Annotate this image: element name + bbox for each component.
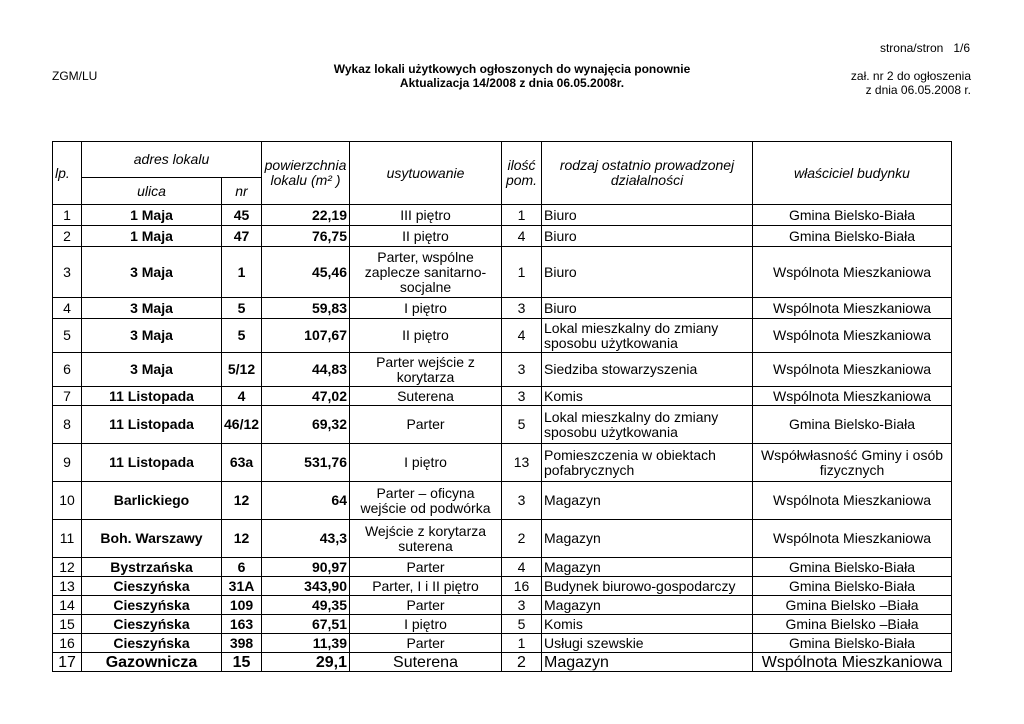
cell-street: Cieszyńska bbox=[82, 577, 222, 596]
header-rooms: ilość pom. bbox=[502, 142, 542, 205]
cell-area: 107,67 bbox=[262, 319, 350, 353]
cell-owner: Wspólnota Mieszkaniowa bbox=[753, 653, 952, 672]
table-row bbox=[53, 482, 952, 520]
header-area: powierzchnia lokalu (m² ) bbox=[262, 142, 350, 205]
cell-activity: Usługi szewskie bbox=[542, 634, 753, 653]
cell-lp: 13 bbox=[53, 577, 82, 596]
cell-owner: Wspólnota Mieszkaniowa bbox=[753, 319, 952, 353]
cell-location: Parter wejście z korytarza bbox=[350, 353, 502, 387]
cell-owner: Gmina Bielsko –Biała bbox=[753, 596, 952, 615]
cell-activity: Lokal mieszkalny do zmiany sposobu użytkowania bbox=[542, 406, 753, 444]
cell-number: 46/12 bbox=[222, 406, 262, 444]
table-row bbox=[53, 444, 952, 482]
cell-owner: Gmina Bielsko-Biała bbox=[753, 558, 952, 577]
table-row bbox=[53, 205, 952, 226]
cell-number: 6 bbox=[222, 558, 262, 577]
cell-location: I piętro bbox=[350, 615, 502, 634]
header-activity: rodzaj ostatnio prowadzonej działalności bbox=[542, 142, 753, 205]
table-row bbox=[53, 634, 952, 653]
table-row bbox=[53, 226, 952, 247]
cell-area: 47,02 bbox=[262, 387, 350, 406]
cell-location: III piętro bbox=[350, 205, 502, 226]
cell-number: 5/12 bbox=[222, 353, 262, 387]
header-owner: właściciel budynku bbox=[753, 142, 952, 205]
page-number: strona/stron 1/6 bbox=[879, 41, 970, 55]
cell-street: Boh. Warszawy bbox=[82, 520, 222, 558]
cell-street: Bystrzańska bbox=[82, 558, 222, 577]
cell-rooms: 3 bbox=[502, 482, 542, 520]
attachment-line-1: zał. nr 2 do ogłoszenia bbox=[850, 69, 971, 83]
cell-activity: Magazyn bbox=[542, 520, 753, 558]
cell-street: 3 Maja bbox=[82, 319, 222, 353]
cell-number: 47 bbox=[222, 226, 262, 247]
cell-street: Cieszyńska bbox=[82, 596, 222, 615]
cell-lp: 16 bbox=[53, 634, 82, 653]
cell-activity: Biuro bbox=[542, 205, 753, 226]
cell-rooms: 2 bbox=[502, 520, 542, 558]
header-street: ulica bbox=[82, 178, 222, 205]
cell-activity: Biuro bbox=[542, 298, 753, 319]
cell-area: 22,19 bbox=[262, 205, 350, 226]
cell-owner: Gmina Bielsko-Biała bbox=[753, 205, 952, 226]
table-row bbox=[53, 353, 952, 387]
table-row bbox=[53, 247, 952, 298]
cell-street: 3 Maja bbox=[82, 298, 222, 319]
cell-rooms: 16 bbox=[502, 577, 542, 596]
cell-street: Cieszyńska bbox=[82, 615, 222, 634]
cell-street: Gazownicza bbox=[82, 653, 222, 672]
cell-activity: Magazyn bbox=[542, 558, 753, 577]
cell-rooms: 1 bbox=[502, 205, 542, 226]
title-line-1: Wykaz lokali użytkowych ogłoszonych do wynajęcia ponownie bbox=[333, 62, 691, 76]
cell-rooms: 4 bbox=[502, 319, 542, 353]
cell-lp: 4 bbox=[53, 298, 82, 319]
cell-number: 5 bbox=[222, 319, 262, 353]
cell-number: 109 bbox=[222, 596, 262, 615]
header-number: nr bbox=[222, 178, 262, 205]
cell-location: Parter bbox=[350, 406, 502, 444]
cell-owner: Współwłasność Gminy i osób fizycznych bbox=[753, 444, 952, 482]
cell-street: 1 Maja bbox=[82, 205, 222, 226]
header-lp: lp. bbox=[53, 142, 82, 205]
cell-street: 3 Maja bbox=[82, 247, 222, 298]
cell-rooms: 13 bbox=[502, 444, 542, 482]
cell-owner: Wspólnota Mieszkaniowa bbox=[753, 520, 952, 558]
organization-code: ZGM/LU bbox=[52, 69, 98, 83]
cell-activity: Siedziba stowarzyszenia bbox=[542, 353, 753, 387]
cell-rooms: 5 bbox=[502, 406, 542, 444]
cell-area: 64 bbox=[262, 482, 350, 520]
cell-area: 90,97 bbox=[262, 558, 350, 577]
cell-lp: 8 bbox=[53, 406, 82, 444]
cell-owner: Gmina Bielsko-Biała bbox=[753, 634, 952, 653]
cell-location: Parter, wspólne zaplecze sanitarno-socjalne bbox=[350, 247, 502, 298]
cell-location: I piętro bbox=[350, 444, 502, 482]
table-row bbox=[53, 319, 952, 353]
title-line-2: Aktualizacja 14/2008 z dnia 06.05.2008r. bbox=[399, 76, 625, 90]
cell-area: 45,46 bbox=[262, 247, 350, 298]
table-row bbox=[53, 615, 952, 634]
cell-rooms: 1 bbox=[502, 634, 542, 653]
cell-lp: 5 bbox=[53, 319, 82, 353]
cell-lp: 11 bbox=[53, 520, 82, 558]
cell-lp: 7 bbox=[53, 387, 82, 406]
cell-number: 15 bbox=[222, 653, 262, 672]
cell-street: 11 Listopada bbox=[82, 406, 222, 444]
cell-area: 76,75 bbox=[262, 226, 350, 247]
cell-activity: Magazyn bbox=[542, 653, 753, 672]
cell-number: 45 bbox=[222, 205, 262, 226]
cell-lp: 14 bbox=[53, 596, 82, 615]
cell-lp: 1 bbox=[53, 205, 82, 226]
cell-rooms: 3 bbox=[502, 387, 542, 406]
cell-lp: 9 bbox=[53, 444, 82, 482]
cell-area: 69,32 bbox=[262, 406, 350, 444]
cell-location: Suterena bbox=[350, 387, 502, 406]
premises-table bbox=[52, 141, 952, 672]
cell-number: 398 bbox=[222, 634, 262, 653]
attachment-note bbox=[851, 69, 971, 97]
cell-area: 67,51 bbox=[262, 615, 350, 634]
cell-street: Cieszyńska bbox=[82, 634, 222, 653]
table-row bbox=[53, 596, 952, 615]
cell-rooms: 5 bbox=[502, 615, 542, 634]
cell-lp: 10 bbox=[53, 482, 82, 520]
cell-rooms: 3 bbox=[502, 353, 542, 387]
cell-street: 11 Listopada bbox=[82, 444, 222, 482]
cell-number: 63a bbox=[222, 444, 262, 482]
cell-owner: Gmina Bielsko –Biała bbox=[753, 615, 952, 634]
cell-location: Suterena bbox=[350, 653, 502, 672]
cell-owner: Wspólnota Mieszkaniowa bbox=[753, 387, 952, 406]
cell-street: Barlickiego bbox=[82, 482, 222, 520]
cell-activity: Pomieszczenia w obiektach pofabrycznych bbox=[542, 444, 753, 482]
cell-lp: 2 bbox=[53, 226, 82, 247]
table-row bbox=[53, 577, 952, 596]
cell-location: Parter, I i II piętro bbox=[350, 577, 502, 596]
cell-owner: Wspólnota Mieszkaniowa bbox=[753, 298, 952, 319]
cell-rooms: 4 bbox=[502, 558, 542, 577]
cell-lp: 3 bbox=[53, 247, 82, 298]
cell-owner: Gmina Bielsko-Biała bbox=[753, 577, 952, 596]
cell-owner: Gmina Bielsko-Biała bbox=[753, 406, 952, 444]
cell-location: Parter – oficyna wejście od podwórka bbox=[350, 482, 502, 520]
cell-area: 43,3 bbox=[262, 520, 350, 558]
cell-area: 29,1 bbox=[262, 653, 350, 672]
cell-number: 12 bbox=[222, 520, 262, 558]
cell-rooms: 2 bbox=[502, 653, 542, 672]
cell-owner: Gmina Bielsko-Biała bbox=[753, 226, 952, 247]
cell-location: I piętro bbox=[350, 298, 502, 319]
cell-location: II piętro bbox=[350, 319, 502, 353]
cell-area: 343,90 bbox=[262, 577, 350, 596]
cell-rooms: 4 bbox=[502, 226, 542, 247]
cell-activity: Biuro bbox=[542, 226, 753, 247]
attachment-line-2: z dnia 06.05.2008 r. bbox=[865, 83, 971, 97]
cell-number: 1 bbox=[222, 247, 262, 298]
table-row bbox=[53, 558, 952, 577]
cell-activity: Komis bbox=[542, 387, 753, 406]
cell-owner: Wspólnota Mieszkaniowa bbox=[753, 353, 952, 387]
cell-rooms: 1 bbox=[502, 247, 542, 298]
table-row bbox=[53, 520, 952, 558]
cell-number: 163 bbox=[222, 615, 262, 634]
header-location: usytuowanie bbox=[350, 142, 502, 205]
cell-rooms: 3 bbox=[502, 298, 542, 319]
cell-area: 49,35 bbox=[262, 596, 350, 615]
cell-street: 3 Maja bbox=[82, 353, 222, 387]
cell-area: 59,83 bbox=[262, 298, 350, 319]
table-row bbox=[53, 406, 952, 444]
cell-number: 31A bbox=[222, 577, 262, 596]
cell-lp: 15 bbox=[53, 615, 82, 634]
cell-area: 531,76 bbox=[262, 444, 350, 482]
cell-activity: Komis bbox=[542, 615, 753, 634]
table-row bbox=[53, 298, 952, 319]
cell-activity: Budynek biurowo-gospodarczy bbox=[542, 577, 753, 596]
cell-lp: 6 bbox=[53, 353, 82, 387]
cell-area: 11,39 bbox=[262, 634, 350, 653]
cell-lp: 12 bbox=[53, 558, 82, 577]
cell-activity: Magazyn bbox=[542, 482, 753, 520]
cell-number: 12 bbox=[222, 482, 262, 520]
cell-location: Parter bbox=[350, 558, 502, 577]
table-row bbox=[53, 653, 952, 672]
cell-number: 5 bbox=[222, 298, 262, 319]
cell-lp: 17 bbox=[53, 653, 82, 672]
cell-rooms: 3 bbox=[502, 596, 542, 615]
cell-owner: Wspólnota Mieszkaniowa bbox=[753, 482, 952, 520]
cell-activity: Lokal mieszkalny do zmiany sposobu użytkowania bbox=[542, 319, 753, 353]
cell-activity: Magazyn bbox=[542, 596, 753, 615]
cell-street: 1 Maja bbox=[82, 226, 222, 247]
cell-owner: Wspólnota Mieszkaniowa bbox=[753, 247, 952, 298]
cell-location: II piętro bbox=[350, 226, 502, 247]
header-address: adres lokalu bbox=[82, 142, 262, 178]
cell-location: Parter bbox=[350, 634, 502, 653]
cell-street: 11 Listopada bbox=[82, 387, 222, 406]
cell-location: Wejście z korytarza suterena bbox=[350, 520, 502, 558]
cell-area: 44,83 bbox=[262, 353, 350, 387]
table-row bbox=[53, 387, 952, 406]
cell-activity: Biuro bbox=[542, 247, 753, 298]
cell-number: 4 bbox=[222, 387, 262, 406]
cell-location: Parter bbox=[350, 596, 502, 615]
